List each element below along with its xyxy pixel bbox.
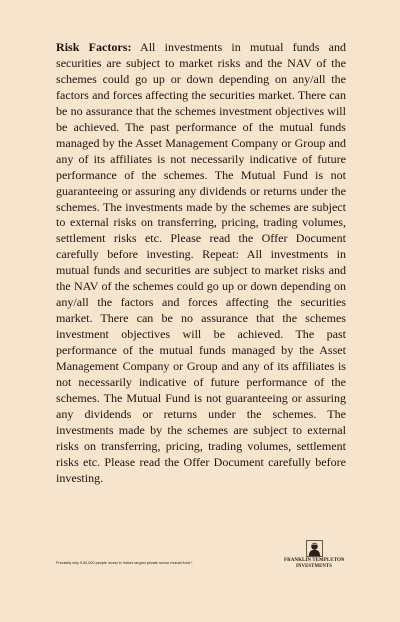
risk-factors-label: Risk Factors: [56, 40, 132, 54]
risk-disclaimer [56, 40, 346, 487]
franklin-portrait-icon [306, 540, 323, 557]
footer-tagline: Precisely why 9,00,000 people invest in India's largest private sector mutual fund.* [56, 561, 193, 565]
brand-name: FRANKLIN TEMPLETON [284, 558, 345, 563]
brand-logo [284, 540, 344, 574]
brand-subtitle: INVESTMENTS [295, 563, 333, 569]
risk-disclaimer-text: All investments in mutual funds and securities are subject to market risks and the NAV of the schemes could go up or down depending on any/all the factors and forces affecting the securities market. There can be no assurance that the schemes investment objectives will be achieved. The past performance of the mutual funds managed by the Asset Management Company or Group and any of its affiliates is not necessarily indicative of future performance of the schemes. The Mutual Fund is not guaranteeing or assuring any dividends or returns under the schemes. The investments made by the schemes are subject to external risks on transferring, pricing, trading volumes, settlement risks etc. Please read the Offer Document carefully before investing. Repeat: All investments in mutual funds and securities are subject to market risks and the NAV of the schemes could go up or down depending on any/all the factors and forces affecting the securities market. There can be no assurance that the schemes investment objectives will be achieved. The past performance of the mutual funds managed by the Asset Management Company or Group and any of its affiliates is not necessarily indicative of future performance of the schemes. The Mutual Fund is not guaranteeing or assuring any dividends or returns under the schemes. The investments made by the schemes are subject to external risks on transferring, pricing, trading volumes, settlement risks etc. Please read the Offer Document carefully before investing. [56, 40, 346, 485]
